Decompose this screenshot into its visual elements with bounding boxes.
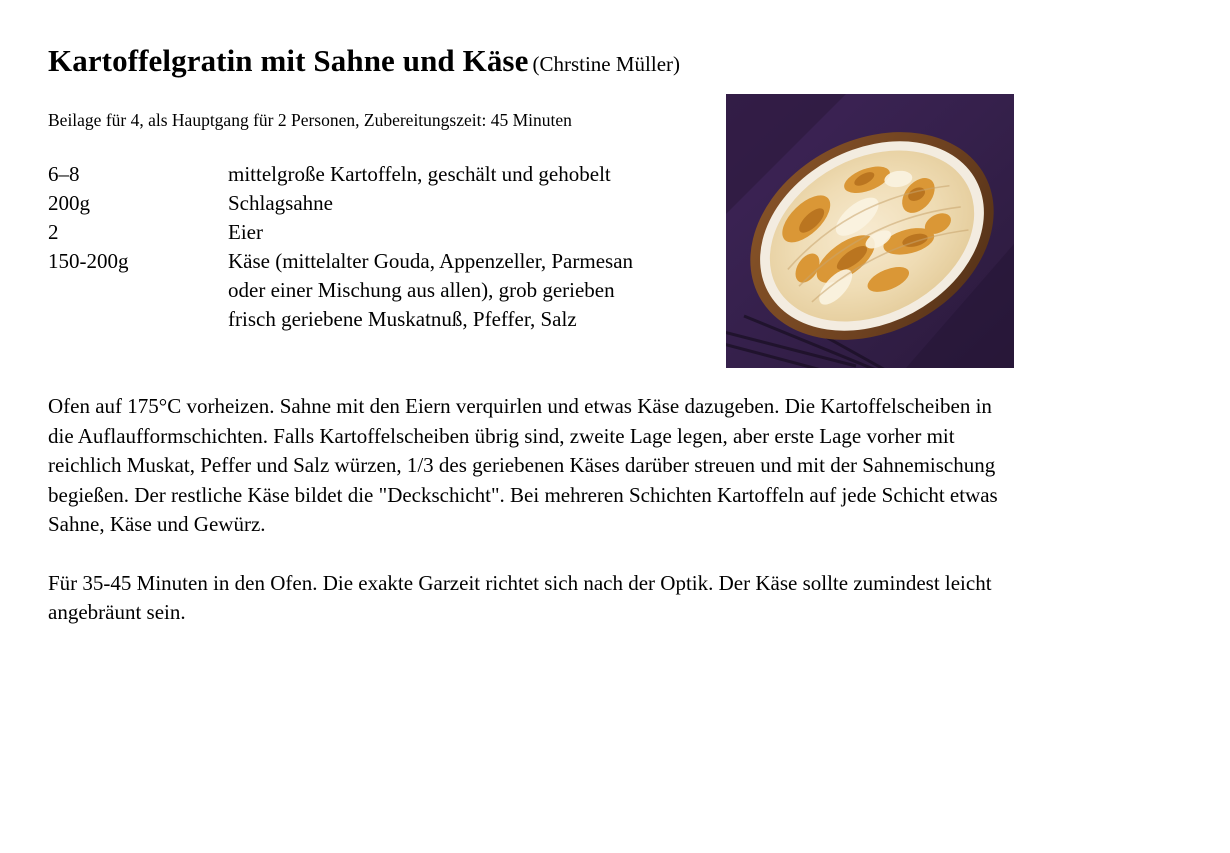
potato-gratin-photo [726,94,1014,368]
list-item [48,160,728,189]
recipe-author: (Chrstine Müller) [532,52,681,76]
ingredient-name: Käse (mittelalter Gouda, Appenzeller, Parmesan [228,249,634,273]
serving-info: Beilage für 4, als Hauptgang für 2 Personen, Zubereitungszeit: 45 Minuten [48,110,572,130]
ingredient-quantity: 6–8 [48,162,80,186]
instruction-paragraph: Für 35-45 Minuten in den Ofen. Die exakte Garzeit richtet sich nach der Optik. Der Käse sollte zumindest leicht angebräunt sein. [48,570,992,624]
page-title [48,43,680,79]
photo-graphic [726,94,1014,368]
ingredient-quantity: 200g [48,191,90,215]
recipe-title: Kartoffelgratin mit Sahne und Käse [48,43,529,78]
instructions [48,392,1015,628]
ingredient-quantity: 2 [48,220,59,244]
ingredient-list [48,160,728,334]
ingredient-continuation-line: frisch geriebene Muskatnuß, Pfeffer, Salz [228,307,577,331]
ingredient-continuation-line: oder einer Mischung aus allen), grob gerieben [228,278,615,302]
list-item [48,189,728,218]
instruction-paragraph: Ofen auf 175°C vorheizen. Sahne mit den Eiern verquirlen und etwas Käse dazugeben. Die Kartoffelscheiben in die Auflaufformschichten. Falls Kartoffelscheiben übrig sind, zweite Lage legen, aber erste Lage vorher mit reichlich Muskat, Peffer und Salz würzen, 1/3 des geriebenen Käses darüber streuen und mit der Sahnemischung begießen. Der restliche Käse bildet die "Deckschicht". Bei mehreren Schichten Kartoffeln auf jede Schicht etwas Sahne, Käse und Gewürz. [48,394,998,536]
ingredient-name: mittelgroße Kartoffeln, geschält und gehobelt [228,162,611,186]
list-item [48,218,728,247]
ingredient-name: Schlagsahne [228,191,333,215]
ingredient-quantity: 150-200g [48,249,129,273]
list-item [48,247,728,276]
ingredient-name: Eier [228,220,263,244]
